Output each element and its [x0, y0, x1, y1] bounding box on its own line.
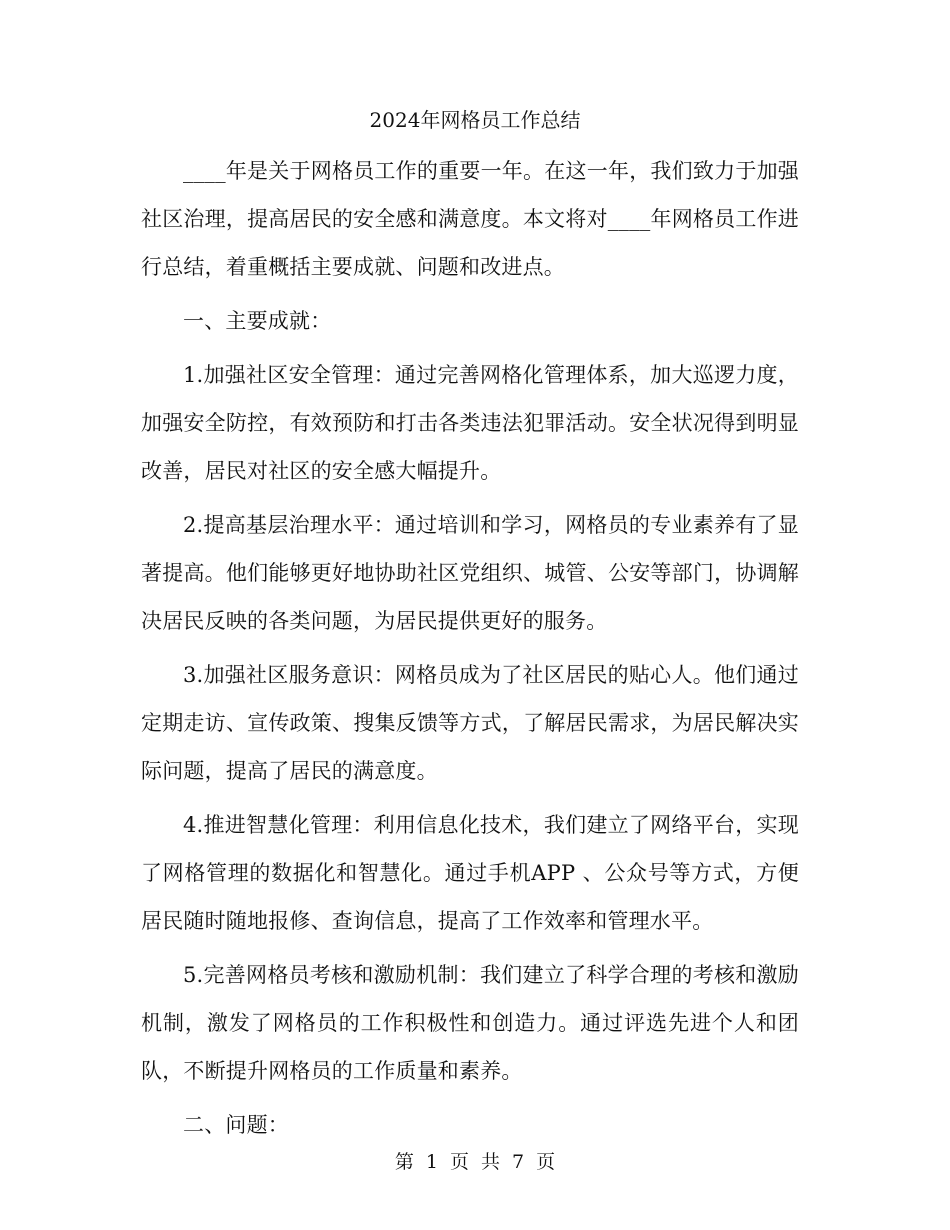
page-footer: 第 1 页 共 7 页 [394, 1151, 556, 1173]
section-heading-problems: 二、问题： [183, 1113, 289, 1137]
achievement-item-2: 2.提高基层治理水平：通过培训和学习，网格员的专业素养有了显著提高。他们能够更好地协助社区党组织、城管、公安等部门，协调解决居民反映的各类问题，为居民提供更好的服务。 [141, 513, 799, 633]
achievement-item-3: 3.加强社区服务意识：网格员成为了社区居民的贴心人。他们通过定期走访、宣传政策、搜集反馈等方式，了解居民需求，为居民解决实际问题，提高了居民的满意度。 [141, 663, 799, 783]
intro-paragraph: ____年是关于网格员工作的重要一年。在这一年，我们致力于加强社区治理，提高居民的安全感和满意度。本文将对____年网格员工作进行总结，着重概括主要成就、问题和改进点。 [141, 159, 799, 279]
achievement-item-4: 4.推进智慧化管理：利用信息化技术，我们建立了网络平台，实现了网格管理的数据化和智慧化。通过手机APP 、公众号等方式，方便居民随时随地报修、查询信息，提高了工作效率和管理水平。 [141, 813, 799, 933]
section-heading-achievements: 一、主要成就： [183, 309, 332, 333]
document-title: 2024年网格员工作总结 [369, 108, 581, 132]
document-body [141, 147, 799, 1155]
achievement-item-5: 5.完善网格员考核和激励机制：我们建立了科学合理的考核和激励机制，激发了网格员的工作积极性和创造力。通过评选先进个人和团队，不断提升网格员的工作质量和素养。 [141, 963, 799, 1083]
achievement-item-1: 1.加强社区安全管理：通过完善网格化管理体系，加大巡逻力度，加强安全防控，有效预防和打击各类违法犯罪活动。安全状况得到明显改善，居民对社区的安全感大幅提升。 [141, 363, 799, 483]
